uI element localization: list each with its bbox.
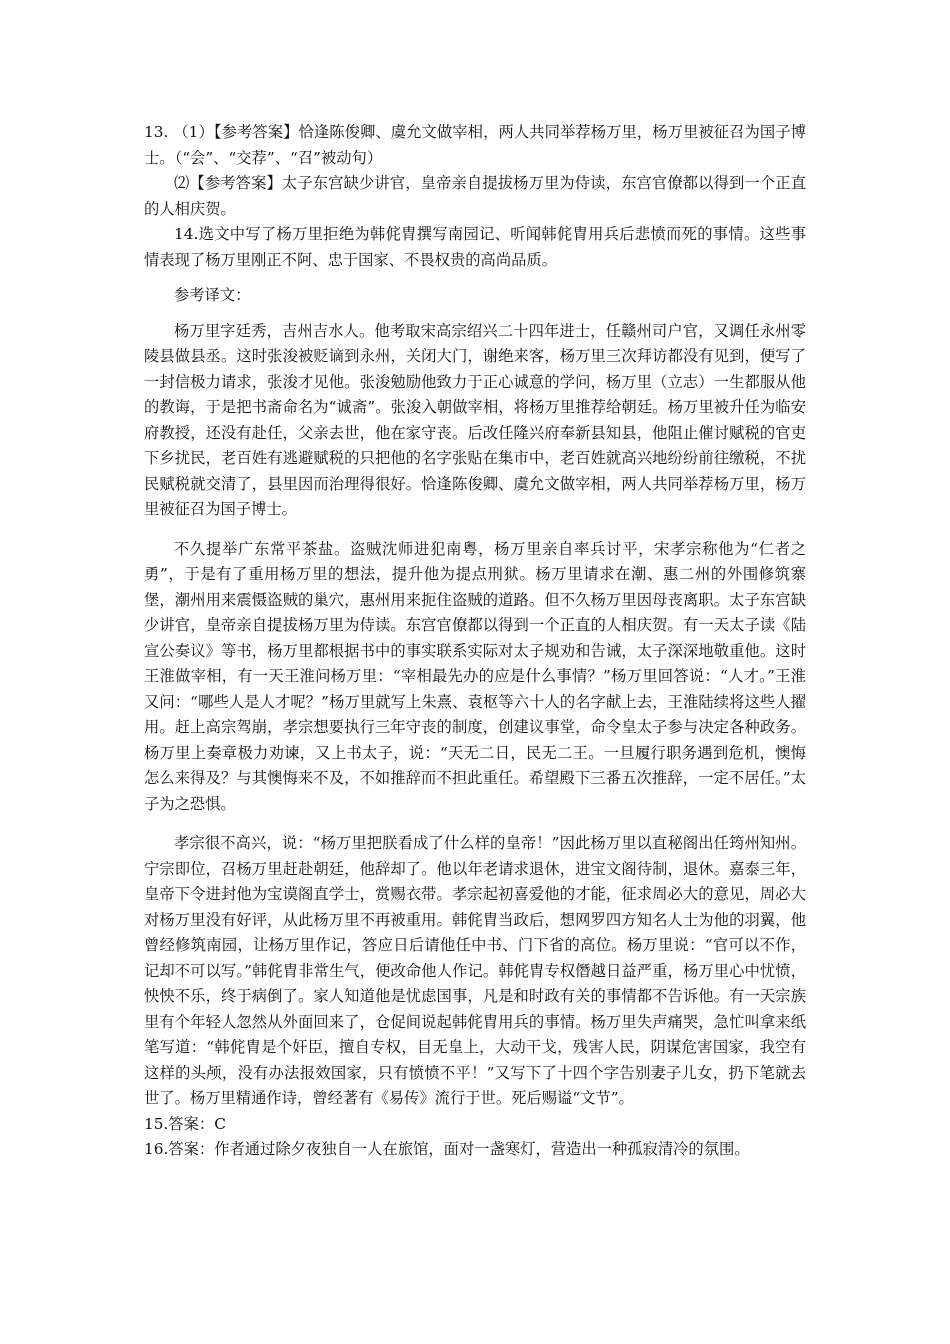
answer-13-part-2: ⑵【参考答案】太子东宫缺少讲官，皇帝亲自提拔杨万里为侍读，东宫官僚都以得到一个正直的人相庆贺。 — [144, 174, 806, 218]
answer-13-part-1: 13. （1）【参考答案】恰逢陈俊卿、虞允文做宰相，两人共同举荐杨万里，杨万里被征召为国子博士。（“会”、“交荐”、“召”被动句） — [144, 123, 806, 167]
document-page — [144, 120, 806, 1163]
translation-paragraph-2: 不久提举广东常平茶盐。盗贼沈师进犯南粤，杨万里亲自率兵讨平，宋孝宗称他为“仁者之勇”，于是有了重用杨万里的想法，提升他为提点刑狱。杨万里请求在潮、惠二州的外围修筑寨堡，潮州用来震慑盗贼的巢穴，惠州用来扼住盗贼的道路。但不久杨万里因母丧离职。太子东宫缺少讲官，皇帝亲自提拔杨万里为侍读。东宫官僚都以得到一个正直的人相庆贺。有一天太子读《陆宣公奏议》等书，杨万里都根据书中的事实联系实际对太子规劝和告诫，太子深深地敬重他。这时王淮做宰相，有一天王淮问杨万里：“宰相最先办的应是什么事情？”杨万里回答说：“人才。”王淮又问：“哪些人是人才呢？”杨万里就写上朱熹、袁枢等六十人的名字献上去，王淮陆续将这些人擢用。赶上高宗驾崩，孝宗想要执行三年守丧的制度，创建议事堂，命令皇太子参与决定各种政务。杨万里上奏章极力劝谏，又上书太子，说：“天无二日，民无二王。一旦履行职务遇到危机，懊悔怎么来得及？与其懊悔来不及，不如推辞而不担此重任。希望殿下三番五次推辞，一定不居任。”太子为之恐惧。 — [144, 539, 806, 813]
translation-heading: 参考译文： — [174, 286, 251, 304]
translation-paragraph-3: 孝宗很不高兴，说：“杨万里把朕看成了什么样的皇帝！”因此杨万里以直秘阁出任筠州知州。宁宗即位，召杨万里赶赴朝廷，他辞却了。他以年老请求退休，进宝文阁待制，退休。嘉泰三年，皇帝下令进封他为宝谟阁直学士，赏赐衣带。孝宗起初喜爱他的才能，征求周必大的意见，周必大对杨万里没有好评，从此杨万里不再被重用。韩侂胄当政后，想网罗四方知名人士为他的羽翼，他曾经修筑南园，让杨万里作记，答应日后请他任中书、门下省的高位。杨万里说：“官可以不作，记却不可以写。”韩侂胄非常生气，便改命他人作记。韩侂胄专权僭越日益严重，杨万里心中忧愤，怏怏不乐，终于病倒了。家人知道他是忧虑国事，凡是和时政有关的事情都不告诉他。有一天宗族里有个年轻人忽然从外面回来了，仓促间说起韩侂胄用兵的事情。杨万里失声痛哭，急忙叫拿来纸笔写道：“韩侂胄是个奸臣，擅自专权，目无皇上，大动干戈，残害人民，阴谋危害国家，我空有这样的头颅，没有办法报效国家，只有愤愤不平！”又写下了十四个字告别妻子儿女，扔下笔就去世了。杨万里精通作诗，曾经著有《易传》流行于世。死后赐谥“文节”。 — [144, 834, 806, 1107]
translation-paragraph-1: 杨万里字廷秀，吉州吉水人。他考取宋高宗绍兴二十四年进士，任赣州司户官，又调任永州零陵县做县丞。这时张浚被贬谪到永州，关闭大门，谢绝来客，杨万里三次拜访都没有见到，便写了一封信极力请求，张浚才见他。张浚勉励他致力于正心诚意的学问，杨万里（立志）一生都服从他的教诲，于是把书斋命名为“诚斋”。张浚入朝做宰相，将杨万里推荐给朝廷。杨万里被升任为临安府教授，还没有赴任，父亲去世，他在家守丧。后改任隆兴府奉新县知县，他阻止催讨赋税的官吏下乡扰民，老百姓有逃避赋税的只把他的名字张贴在集市中，老百姓就高兴地纷纷前往缴税，不扰民赋税就交清了，县里因而治理得很好。恰逢陈俊卿、虞允文做宰相，两人共同举荐杨万里，杨万里被征召为国子博士。 — [144, 321, 806, 518]
answer-15: 15.答案：C — [144, 1114, 226, 1133]
answer-16: 16.答案：作者通过除夕夜独自一人在旅馆，面对一盏寒灯，营造出一种孤寂清冷的氛围。 — [144, 1140, 750, 1158]
answer-14: 14.选文中写了杨万里拒绝为韩侂胄撰写南园记、听闻韩侂胄用兵后悲愤而死的事情。这些事情表现了杨万里刚正不阿、忠于国家、不畏权贵的高尚品质。 — [144, 225, 806, 269]
